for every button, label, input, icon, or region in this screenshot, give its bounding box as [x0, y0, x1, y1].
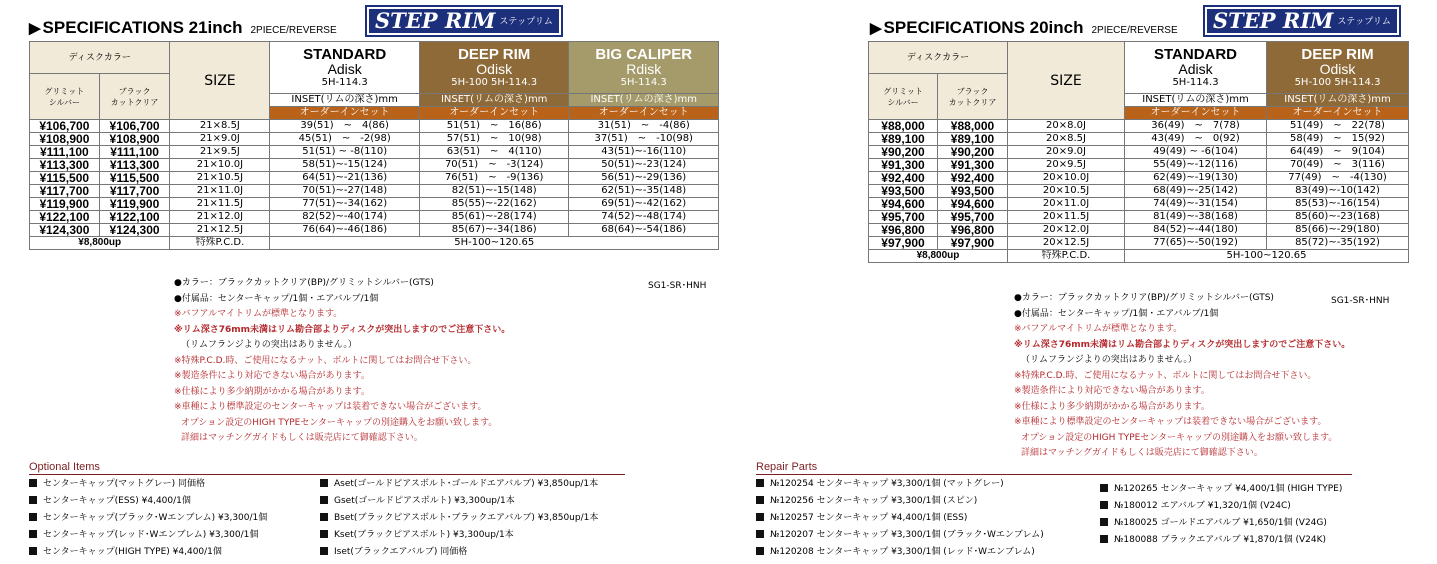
list-item: センターキャップ(HIGH TYPE) ¥4,400/1個 — [29, 544, 267, 561]
square-bullet-icon — [320, 513, 328, 521]
inset-cell: 70(49) ~ 3(116) — [1267, 159, 1409, 172]
price-cell: ¥93,500 — [938, 185, 1008, 198]
size-header: SIZE — [170, 42, 270, 120]
square-bullet-icon — [320, 479, 328, 487]
size-cell: 21×11.5J — [170, 198, 270, 211]
spec-rows-20 — [869, 120, 1409, 250]
triangle-icon: ▶ — [29, 20, 41, 37]
inset-cell: 84(52)~-44(180) — [1125, 224, 1267, 237]
table-row — [869, 120, 1409, 133]
list-item: №120254 センターキャップ ¥3,300/1個 (マットグレー) — [756, 476, 1044, 493]
inset-header: INSET(リムの深さ)mm — [270, 94, 420, 107]
order-inset-header: オーダーインセット — [419, 107, 569, 120]
square-bullet-icon — [320, 547, 328, 555]
price-cell: ¥96,800 — [938, 224, 1008, 237]
inset-cell: 85(53)~-16(154) — [1267, 198, 1409, 211]
price-cell: ¥106,700 — [30, 120, 100, 133]
inset-cell: 49(49) ~ -6(104) — [1125, 146, 1267, 159]
list-item: №120208 センターキャップ ¥3,300/1個 (レッド･Wエンブレム) — [756, 544, 1044, 561]
note-line: ※車種により標準設定のセンターキャップは装着できない場合がございます。 — [1014, 417, 1327, 427]
inset-cell: 64(51)~-21(136) — [270, 172, 420, 185]
list-item: Iset(ブラックエアバルブ) 同価格 — [320, 544, 598, 561]
model-big-caliper: BIG CALIPER Rdisk 5H-114.3 — [569, 42, 719, 94]
size-cell: 20×8.5J — [1008, 133, 1125, 146]
note-line: ●付属品：センターキャップ/1個・エアバルブ/1個 — [174, 293, 379, 304]
inset-cell: 62(49)~-19(130) — [1125, 172, 1267, 185]
price-cell: ¥96,800 — [869, 224, 938, 237]
inset-cell: 85(66)~-29(180) — [1267, 224, 1409, 237]
inset-cell: 82(52)~-40(174) — [270, 211, 420, 224]
note-line: ●付属品：センターキャップ/1個・エアバルブ/1個 — [1014, 308, 1219, 319]
table-row — [869, 133, 1409, 146]
note-line: （リムフランジよりの突出はありません。） — [181, 340, 357, 350]
model-code-21: SG1-SR･HNH — [648, 281, 707, 291]
list-item: Aset(ゴールドピアスボルト･ゴールドエアバルブ) ¥3,850up/1本 — [320, 476, 598, 493]
list-item: №120207 センターキャップ ¥3,300/1個 (ブラック･Wエンブレム) — [756, 527, 1044, 544]
table-row — [869, 224, 1409, 237]
square-bullet-icon — [1100, 535, 1108, 543]
price-cell: ¥92,400 — [869, 172, 938, 185]
table-row — [30, 224, 719, 237]
model-standard: STANDARD Adisk 5H-114.3 — [1125, 42, 1267, 94]
inset-cell: 50(51)~-23(124) — [569, 159, 719, 172]
note-line: ※製造条件により対応できない場合があります。 — [1014, 386, 1210, 396]
price-cell: ¥117,700 — [99, 185, 170, 198]
table-row — [30, 133, 719, 146]
square-bullet-icon — [756, 496, 764, 504]
table-row — [869, 198, 1409, 211]
spec-rows-21 — [30, 120, 719, 237]
list-item: Gset(ゴールドピアスボルト) ¥3,300up/1本 — [320, 493, 598, 510]
inset-cell: 39(51) ~ 4(86) — [270, 120, 420, 133]
inset-cell: 68(64)~-54(186) — [569, 224, 719, 237]
list-item: №120256 センターキャップ ¥3,300/1個 (スピン) — [756, 493, 1044, 510]
table-row — [30, 198, 719, 211]
spec-table-20 — [868, 41, 1409, 263]
optional-items-divider — [29, 474, 625, 475]
price-cell: ¥111,100 — [30, 146, 100, 159]
inset-cell: 57(51) ~ 10(98) — [419, 133, 569, 146]
table-row — [869, 172, 1409, 185]
price-cell: ¥94,600 — [869, 198, 938, 211]
size-cell: 21×12.0J — [170, 211, 270, 224]
model-deep-rim: DEEP RIM Odisk 5H-100 5H-114.3 — [1267, 42, 1409, 94]
inset-cell: 58(49) ~ 15(92) — [1267, 133, 1409, 146]
inset-cell: 85(60)~-23(168) — [1267, 211, 1409, 224]
square-bullet-icon — [756, 530, 764, 538]
price-cell: ¥122,100 — [99, 211, 170, 224]
order-inset-header: オーダーインセット — [1125, 107, 1267, 120]
model-deep-rim: DEEP RIM Odisk 5H-100 5H-114.3 — [419, 42, 569, 94]
repair-parts-divider — [756, 474, 1352, 475]
gun-silver-header: グリミット シルバー — [30, 74, 100, 120]
price-cell: ¥91,300 — [938, 159, 1008, 172]
inset-cell: 76(51) ~ -9(136) — [419, 172, 569, 185]
note-line: ※特殊P.C.D.時、ご使用になるナット、ボルトに関してはお問合せ下さい。 — [1014, 370, 1317, 381]
repair-parts-col2 — [1100, 480, 1342, 548]
size-cell: 21×9.5J — [170, 146, 270, 159]
pcd-price: ¥8,800up — [30, 237, 170, 250]
size-cell: 20×11.0J — [1008, 198, 1125, 211]
price-cell: ¥89,100 — [938, 133, 1008, 146]
inset-cell: 43(51)~-16(110) — [569, 146, 719, 159]
optional-items-col1 — [29, 476, 267, 561]
pcd-value: 5H-100~120.65 — [1125, 250, 1409, 263]
order-inset-header: オーダーインセット — [270, 107, 420, 120]
note-line: ※仕様により多少納期がかかる場合があります。 — [1014, 401, 1210, 412]
inset-cell: 68(49)~-25(142) — [1125, 185, 1267, 198]
size-cell: 21×11.0J — [170, 185, 270, 198]
square-bullet-icon — [1100, 501, 1108, 509]
price-cell: ¥117,700 — [30, 185, 100, 198]
inset-cell: 36(49) ~ 7(78) — [1125, 120, 1267, 133]
size-header: SIZE — [1008, 42, 1125, 120]
price-cell: ¥93,500 — [869, 185, 938, 198]
price-cell: ¥115,500 — [30, 172, 100, 185]
inset-cell: 56(51)~-29(136) — [569, 172, 719, 185]
note-line: オプション設定のHIGH TYPEセンターキャップの別途購入をお願い致します。 — [1021, 432, 1338, 443]
price-cell: ¥95,700 — [938, 211, 1008, 224]
size-cell: 20×10.0J — [1008, 172, 1125, 185]
black-clear-header: ブラック カットクリア — [99, 74, 170, 120]
inset-cell: 76(64)~-46(186) — [270, 224, 420, 237]
price-cell: ¥91,300 — [869, 159, 938, 172]
square-bullet-icon — [29, 479, 37, 487]
square-bullet-icon — [29, 496, 37, 504]
size-cell: 21×10.0J — [170, 159, 270, 172]
note-line: 詳細はマッチングガイドもしくは販売店にて御確認下さい。 — [181, 433, 423, 443]
list-item: №180088 ブラックエアバルブ ¥1,870/1個 (V24K) — [1100, 531, 1342, 548]
price-cell: ¥108,900 — [99, 133, 170, 146]
size-cell: 20×9.0J — [1008, 146, 1125, 159]
table-row — [869, 237, 1409, 250]
step-rim-badge-21: STEP RIM ステップリム — [365, 5, 563, 37]
size-cell: 20×9.5J — [1008, 159, 1125, 172]
size-cell: 21×8.5J — [170, 120, 270, 133]
price-cell: ¥122,100 — [30, 211, 100, 224]
price-cell: ¥97,900 — [938, 237, 1008, 250]
gun-silver-header: グリミット シルバー — [869, 74, 938, 120]
note-line: ※仕様により多少納期がかかる場合があります。 — [174, 386, 370, 397]
size-cell: 20×10.5J — [1008, 185, 1125, 198]
list-item: №120265 センターキャップ ¥4,400/1個 (HIGH TYPE) — [1100, 480, 1342, 497]
inset-header: INSET(リムの深さ)mm — [1125, 94, 1267, 107]
price-cell: ¥119,900 — [30, 198, 100, 211]
inset-cell: 81(49)~-38(168) — [1125, 211, 1267, 224]
pcd-price: ¥8,800up — [869, 250, 1008, 263]
pcd-value: 5H-100~120.65 — [270, 237, 719, 250]
price-cell: ¥108,900 — [30, 133, 100, 146]
note-line: ※車種により標準設定のセンターキャップは装着できない場合がございます。 — [174, 402, 487, 412]
order-inset-header: オーダーインセット — [569, 107, 719, 120]
pcd-label: 特殊P.C.D. — [170, 237, 270, 250]
table-row — [30, 185, 719, 198]
table-row — [30, 120, 719, 133]
price-cell: ¥106,700 — [99, 120, 170, 133]
inset-cell: 43(49) ~ 0(92) — [1125, 133, 1267, 146]
inset-cell: 55(49)~-12(116) — [1125, 159, 1267, 172]
list-item: センターキャップ(ESS) ¥4,400/1個 — [29, 493, 267, 510]
price-cell: ¥90,200 — [938, 146, 1008, 159]
note-line: （リムフランジよりの突出はありません。） — [1021, 355, 1197, 365]
inset-header: INSET(リムの深さ)mm — [1267, 94, 1409, 107]
note-line: ※リム深さ76mm未満はリム勘合部よりディスクが突出しますのでご注意下さい。 — [174, 324, 511, 335]
square-bullet-icon — [320, 530, 328, 538]
price-cell: ¥115,500 — [99, 172, 170, 185]
order-inset-header: オーダーインセット — [1267, 107, 1409, 120]
note-line: ●カラー：ブラックカットクリア(BP)/グリミットシルバー(GTS) — [1014, 293, 1274, 303]
table-row — [869, 211, 1409, 224]
inset-header: INSET(リムの深さ)mm — [419, 94, 569, 107]
square-bullet-icon — [1100, 518, 1108, 526]
price-cell: ¥92,400 — [938, 172, 1008, 185]
spec-20-subtitle: 2PIECE/REVERSE — [1091, 25, 1178, 36]
table-row — [869, 159, 1409, 172]
inset-cell: 83(49)~-10(142) — [1267, 185, 1409, 198]
size-cell: 20×11.5J — [1008, 211, 1125, 224]
price-cell: ¥97,900 — [869, 237, 938, 250]
inset-cell: 69(51)~-42(162) — [569, 198, 719, 211]
list-item: №120257 センターキャップ ¥4,400/1個 (ESS) — [756, 510, 1044, 527]
spec-21-title: ▶ SPECIFICATIONS 21inch 2PIECE/REVERSE — [29, 18, 337, 37]
square-bullet-icon — [320, 496, 328, 504]
table-row — [30, 146, 719, 159]
price-cell: ¥119,900 — [99, 198, 170, 211]
note-line: ●カラー：ブラックカットクリア(BP)/グリミットシルバー(GTS) — [174, 278, 434, 288]
price-cell: ¥95,700 — [869, 211, 938, 224]
table-row — [30, 159, 719, 172]
size-cell: 21×12.5J — [170, 224, 270, 237]
note-line: ※バフアルマイトリムが標準となります。 — [174, 309, 343, 319]
repair-parts-title: Repair Parts — [756, 461, 818, 473]
triangle-icon: ▶ — [870, 20, 882, 37]
price-cell: ¥90,200 — [869, 146, 938, 159]
size-cell: 20×12.0J — [1008, 224, 1125, 237]
square-bullet-icon — [29, 513, 37, 521]
square-bullet-icon — [756, 479, 764, 487]
square-bullet-icon — [756, 513, 764, 521]
inset-cell: 74(52)~-48(174) — [569, 211, 719, 224]
inset-cell: 37(51) ~ -10(98) — [569, 133, 719, 146]
note-line: 詳細はマッチングガイドもしくは販売店にて御確認下さい。 — [1021, 448, 1263, 458]
table-row — [30, 211, 719, 224]
list-item: Kset(ブラックピアスボルト) ¥3,300up/1本 — [320, 527, 598, 544]
note-line: オプション設定のHIGH TYPEセンターキャップの別途購入をお願い致します。 — [181, 417, 498, 428]
list-item: センターキャップ(ブラック･Wエンブレム) ¥3,300/1個 — [29, 510, 267, 527]
optional-items-col2 — [320, 476, 598, 561]
repair-parts-col1 — [756, 476, 1044, 561]
inset-cell: 63(51) ~ 4(110) — [419, 146, 569, 159]
inset-cell: 45(51) ~ -2(98) — [270, 133, 420, 146]
list-item: センターキャップ(レッド･Wエンブレム) ¥3,300/1個 — [29, 527, 267, 544]
step-rim-badge-20: STEP RIM ステップリム — [1203, 5, 1401, 37]
table-row — [869, 185, 1409, 198]
notes-20 — [1014, 291, 1350, 462]
inset-header: INSET(リムの深さ)mm — [569, 94, 719, 107]
note-line: ※製造条件により対応できない場合があります。 — [174, 371, 370, 381]
model-code-20: SG1-SR･HNH — [1331, 296, 1390, 306]
spec-21-subtitle: 2PIECE/REVERSE — [250, 25, 337, 36]
price-cell: ¥113,300 — [99, 159, 170, 172]
inset-cell: 85(61)~-28(174) — [419, 211, 569, 224]
price-cell: ¥124,300 — [30, 224, 100, 237]
note-line: ※バフアルマイトリムが標準となります。 — [1014, 324, 1183, 334]
inset-cell: 51(51) ~ 16(86) — [419, 120, 569, 133]
disk-color-header: ディスクカラー — [869, 42, 1008, 74]
notes-21 — [174, 276, 510, 447]
inset-cell: 31(51) ~ -4(86) — [569, 120, 719, 133]
inset-cell: 82(51)~-15(148) — [419, 185, 569, 198]
table-row — [869, 146, 1409, 159]
price-cell: ¥89,100 — [869, 133, 938, 146]
inset-cell: 77(51)~-34(162) — [270, 198, 420, 211]
disk-color-header: ディスクカラー — [30, 42, 170, 74]
list-item: センターキャップ(マットグレー) 同価格 — [29, 476, 267, 493]
inset-cell: 64(49) ~ 9(104) — [1267, 146, 1409, 159]
inset-cell: 77(49) ~ -4(130) — [1267, 172, 1409, 185]
inset-cell: 85(55)~-22(162) — [419, 198, 569, 211]
inset-cell: 70(51)~-27(148) — [270, 185, 420, 198]
note-line: ※特殊P.C.D.時、ご使用になるナット、ボルトに関してはお問合せ下さい。 — [174, 355, 477, 366]
square-bullet-icon — [29, 547, 37, 555]
price-cell: ¥94,600 — [938, 198, 1008, 211]
spec-20-title: ▶ SPECIFICATIONS 20inch 2PIECE/REVERSE — [870, 18, 1178, 37]
inset-cell: 51(51) ~ -8(110) — [270, 146, 420, 159]
inset-cell: 74(49)~-31(154) — [1125, 198, 1267, 211]
table-row — [30, 172, 719, 185]
size-cell: 21×10.5J — [170, 172, 270, 185]
size-cell: 21×9.0J — [170, 133, 270, 146]
inset-cell: 85(72)~-35(192) — [1267, 237, 1409, 250]
price-cell: ¥111,100 — [99, 146, 170, 159]
price-cell: ¥124,300 — [99, 224, 170, 237]
price-cell: ¥113,300 — [30, 159, 100, 172]
size-cell: 20×12.5J — [1008, 237, 1125, 250]
black-clear-header: ブラック カットクリア — [938, 74, 1008, 120]
price-cell: ¥88,000 — [938, 120, 1008, 133]
list-item: №180012 エアバルブ ¥1,320/1個 (V24C) — [1100, 497, 1342, 514]
inset-cell: 62(51)~-35(148) — [569, 185, 719, 198]
optional-items-title: Optional Items — [29, 461, 100, 473]
square-bullet-icon — [1100, 484, 1108, 492]
list-item: №180025 ゴールドエアバルブ ¥1,650/1個 (V24G) — [1100, 514, 1342, 531]
list-item: Bset(ブラックピアスボルト･ブラックエアバルブ) ¥3,850up/1本 — [320, 510, 598, 527]
price-cell: ¥88,000 — [869, 120, 938, 133]
inset-cell: 70(51) ~ -3(124) — [419, 159, 569, 172]
inset-cell: 51(49) ~ 22(78) — [1267, 120, 1409, 133]
square-bullet-icon — [756, 547, 764, 555]
spec-table-21 — [29, 41, 719, 250]
size-cell: 20×8.0J — [1008, 120, 1125, 133]
inset-cell: 85(67)~-34(186) — [419, 224, 569, 237]
model-standard: STANDARD Adisk 5H-114.3 — [270, 42, 420, 94]
inset-cell: 77(65)~-50(192) — [1125, 237, 1267, 250]
pcd-label: 特殊P.C.D. — [1008, 250, 1125, 263]
square-bullet-icon — [29, 530, 37, 538]
inset-cell: 58(51)~-15(124) — [270, 159, 420, 172]
note-line: ※リム深さ76mm未満はリム勘合部よりディスクが突出しますのでご注意下さい。 — [1014, 339, 1351, 350]
